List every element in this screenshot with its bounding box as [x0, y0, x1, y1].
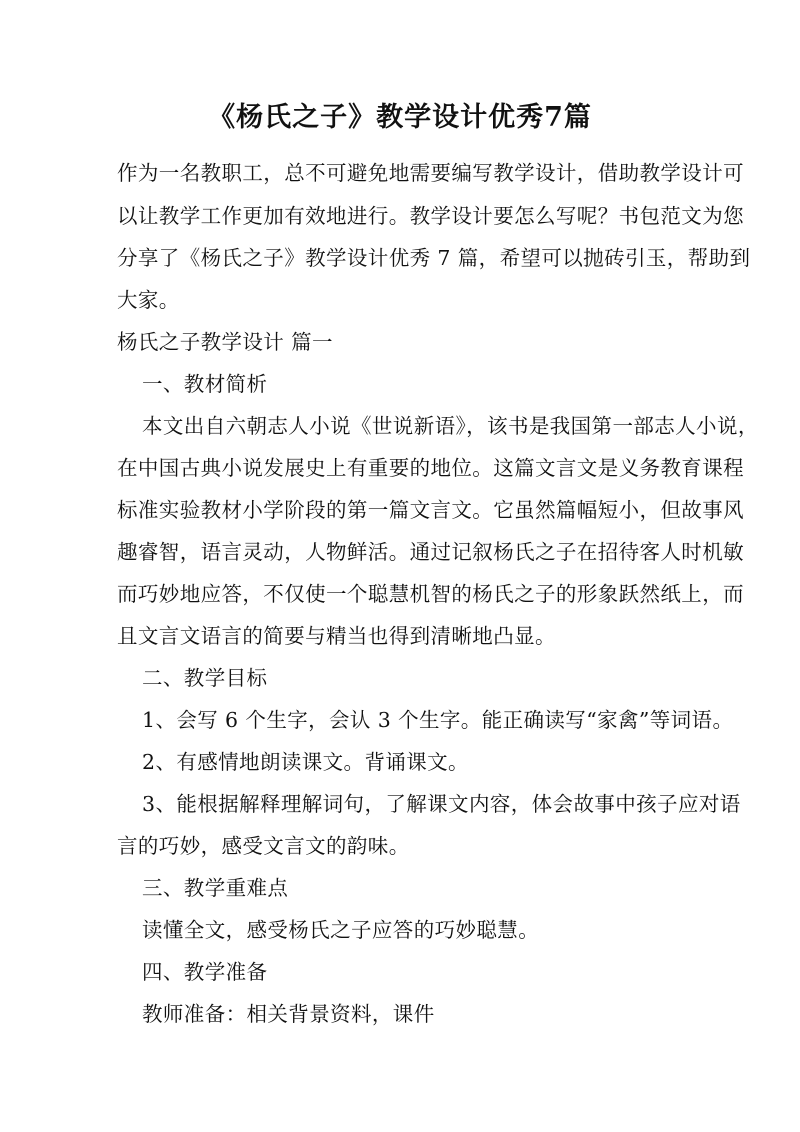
intro-line-3: 分享了《杨氏之子》教学设计优秀 7 篇，希望可以抛砖引玉，帮助到	[117, 246, 751, 270]
heading-key-points: 三、教学重难点	[142, 876, 289, 900]
analysis-line-3: 标准实验教材小学阶段的第一篇文言文。它虽然篇幅短小，但故事风	[117, 498, 744, 522]
key-point-text: 读懂全文，感受杨氏之子应答的巧妙聪慧。	[142, 918, 540, 942]
goal-item-1: 1、会写 6 个生字，会认 3 个生字。能正确读写“家禽”等词语。	[142, 708, 734, 732]
analysis-line-1: 本文出自六朝志人小说《世说新语》，该书是我国第一部志人小说，	[142, 414, 759, 438]
goal-item-2: 2、有感情地朗读课文。背诵课文。	[142, 750, 469, 774]
intro-line-2: 以让教学工作更加有效地进行。教学设计要怎么写呢？书包范文为您	[117, 204, 744, 228]
analysis-line-5: 而巧妙地应答，不仅使一个聪慧机智的杨氏之子的形象跃然纸上，而	[117, 582, 744, 606]
preparation-text: 教师准备：相关背景资料，课件	[142, 1002, 435, 1026]
intro-line-1: 作为一名教职工，总不可避免地需要编写教学设计，借助教学设计可	[117, 161, 744, 185]
document-title: 《杨氏之子》教学设计优秀7篇	[208, 102, 592, 133]
analysis-line-4: 趣睿智，语言灵动，人物鲜活。通过记叙杨氏之子在招待客人时机敏	[117, 540, 744, 564]
analysis-line-2: 在中国古典小说发展史上有重要的地位。这篇文言文是义务教育课程	[117, 456, 744, 480]
heading-teaching-goals: 二、教学目标	[142, 666, 268, 690]
heading-textbook-analysis: 一、教材简析	[142, 372, 268, 396]
analysis-line-6: 且文言文语言的简要与精当也得到清晰地凸显。	[117, 624, 556, 648]
goal-item-3-line-1: 3、能根据解释理解词句，了解课文内容，体会故事中孩子应对语	[142, 792, 741, 816]
intro-line-4: 大家。	[117, 288, 180, 312]
section-heading: 杨氏之子教学设计 篇一	[117, 330, 333, 354]
heading-preparation: 四、教学准备	[142, 960, 268, 984]
goal-item-3-line-2: 言的巧妙，感受文言文的韵味。	[117, 834, 410, 858]
